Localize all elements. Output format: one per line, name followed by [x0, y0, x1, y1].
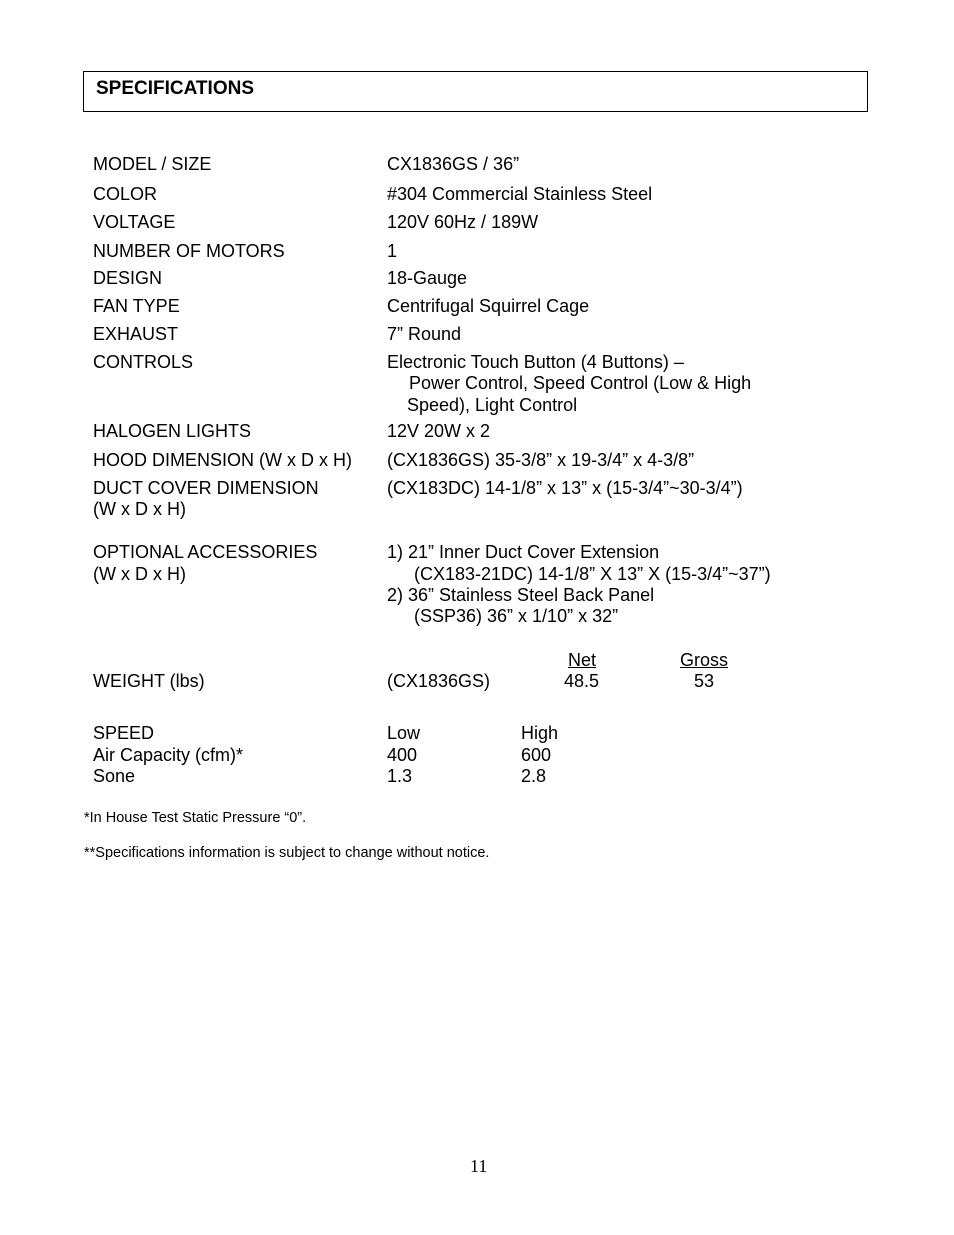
weight-net-value: 48.5 [564, 671, 600, 691]
sone-high: 2.8 [521, 766, 547, 786]
weight-net-header: Net [568, 650, 597, 670]
duct-cover-label-units: (W x D x H) [93, 499, 186, 519]
accessory-item-1-detail: (CX183-21DC) 14-1/8” X 13” X (15-3/4”~37”) [414, 564, 771, 584]
voltage-value: 120V 60Hz / 189W [387, 212, 539, 232]
weight-model: (CX1836GS) [387, 671, 491, 691]
footnote-disclaimer: **Specifications information is subject to change without notice. [84, 845, 490, 861]
motors-value: 1 [387, 241, 398, 261]
accessory-item-2: 2) 36” Stainless Steel Back Panel [387, 585, 655, 605]
color-value: #304 Commercial Stainless Steel [387, 184, 653, 204]
speed-label: SPEED [93, 723, 155, 743]
speed-low-header: Low [387, 723, 421, 743]
sone-low: 1.3 [387, 766, 413, 786]
specifications-header-box [83, 71, 868, 112]
halogen-value: 12V 20W x 2 [387, 421, 491, 441]
page-number: 11 [470, 1156, 488, 1176]
halogen-label: HALOGEN LIGHTS [93, 421, 252, 441]
hood-dimension-value: (CX1836GS) 35-3/8” x 19-3/4” x 4-3/8” [387, 450, 695, 470]
color-label: COLOR [93, 184, 158, 204]
hood-dimension-label: HOOD DIMENSION (W x D x H) [93, 450, 352, 470]
fan-type-value: Centrifugal Squirrel Cage [387, 296, 590, 316]
fan-type-label: FAN TYPE [93, 296, 180, 316]
air-capacity-low: 400 [387, 745, 418, 765]
controls-value-line1: Electronic Touch Button (4 Buttons) – [387, 352, 684, 372]
accessory-item-1: 1) 21” Inner Duct Cover Extension [387, 542, 660, 562]
motors-label: NUMBER OF MOTORS [93, 241, 285, 261]
exhaust-label: EXHAUST [93, 324, 179, 344]
optional-accessories-label: OPTIONAL ACCESSORIES [93, 542, 318, 562]
model-label: MODEL / SIZE [93, 154, 212, 174]
controls-label: CONTROLS [93, 352, 194, 372]
exhaust-value: 7” Round [387, 324, 462, 344]
duct-cover-value: (CX183DC) 14-1/8” x 13” x (15-3/4”~30-3/4”) [387, 478, 743, 498]
optional-accessories-label-units: (W x D x H) [93, 564, 186, 584]
design-label: DESIGN [93, 268, 163, 288]
voltage-label: VOLTAGE [93, 212, 176, 232]
accessory-item-2-detail: (SSP36) 36” x 1/10” x 32” [414, 606, 619, 626]
duct-cover-label: DUCT COVER DIMENSION [93, 478, 319, 498]
speed-high-header: High [521, 723, 559, 743]
air-capacity-label: Air Capacity (cfm)* [93, 745, 244, 765]
weight-label: WEIGHT (lbs) [93, 671, 205, 691]
design-value: 18-Gauge [387, 268, 468, 288]
footnote-static-pressure: *In House Test Static Pressure “0”. [84, 810, 307, 826]
page-title: SPECIFICATIONS [96, 78, 254, 99]
sone-label: Sone [93, 766, 136, 786]
air-capacity-high: 600 [521, 745, 552, 765]
controls-value-line3: Speed), Light Control [407, 395, 578, 415]
weight-gross-value: 53 [694, 671, 715, 691]
weight-gross-header: Gross [680, 650, 729, 670]
model-value: CX1836GS / 36” [387, 154, 520, 174]
controls-value-line2: Power Control, Speed Control (Low & High [409, 373, 752, 393]
